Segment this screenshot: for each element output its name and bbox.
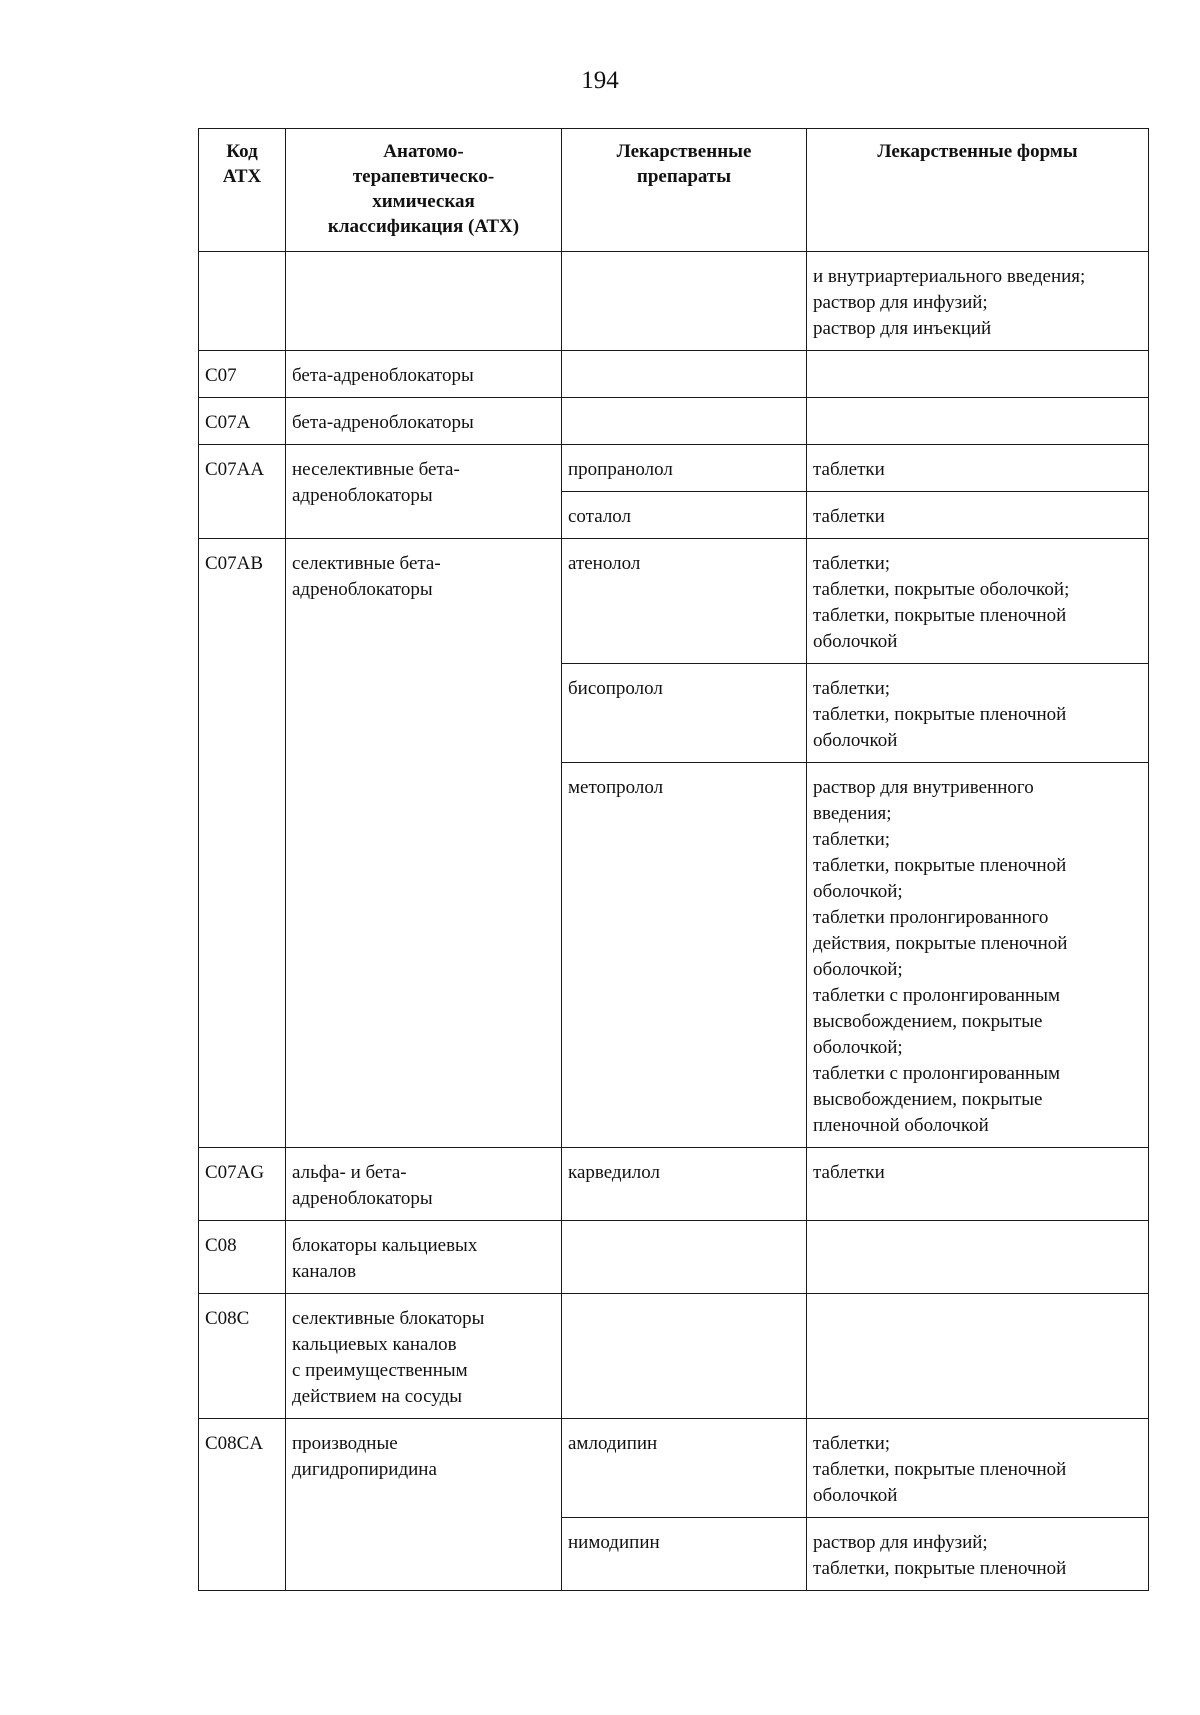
forms-cell bbox=[807, 351, 1149, 398]
drug-cell bbox=[562, 252, 807, 351]
table-row bbox=[199, 1294, 1149, 1419]
drug-cell: пропранолол bbox=[562, 445, 807, 492]
table-row bbox=[199, 398, 1149, 445]
page-number: 194 bbox=[581, 67, 619, 94]
table-header-row bbox=[199, 129, 1149, 252]
forms-cell: таблетки bbox=[807, 445, 1149, 492]
classification-cell: селективные бета- адреноблокаторы bbox=[286, 539, 562, 1148]
forms-cell: таблетки; таблетки, покрытые пленочной оболочкой bbox=[807, 664, 1149, 763]
classification-cell: селективные блокаторы кальциевых каналов с преимущественным действием на сосуды bbox=[286, 1294, 562, 1419]
drug-cell: соталол bbox=[562, 492, 807, 539]
table-row bbox=[199, 1148, 1149, 1221]
classification-cell bbox=[286, 252, 562, 351]
forms-cell: таблетки bbox=[807, 1148, 1149, 1221]
drug-cell: бисопролол bbox=[562, 664, 807, 763]
table-row bbox=[199, 445, 1149, 492]
classification-cell: блокаторы кальциевых каналов bbox=[286, 1221, 562, 1294]
code-cell: C07AA bbox=[199, 445, 286, 539]
header-classification: Анатомо- терапевтическо- химическая классификация (АТХ) bbox=[286, 129, 562, 252]
code-cell: C08C bbox=[199, 1294, 286, 1419]
classification-cell: бета-адреноблокаторы bbox=[286, 351, 562, 398]
classification-cell: бета-адреноблокаторы bbox=[286, 398, 562, 445]
table-row bbox=[199, 1221, 1149, 1294]
code-cell: C07 bbox=[199, 351, 286, 398]
forms-cell bbox=[807, 1294, 1149, 1419]
header-code: Код АТХ bbox=[199, 129, 286, 252]
classification-cell: альфа- и бета- адреноблокаторы bbox=[286, 1148, 562, 1221]
forms-cell bbox=[807, 398, 1149, 445]
forms-cell: раствор для внутривенного введения; таблетки; таблетки, покрытые пленочной оболочкой; таблетки пролонгированного действия, покрытые пленочной оболочкой; таблетки с пролонгированным высвобождением, покрытые оболочкой; таблетки с пролонгированным высвобождением, покрытые пленочной оболочкой bbox=[807, 763, 1149, 1148]
forms-cell: раствор для инфузий; таблетки, покрытые пленочной bbox=[807, 1518, 1149, 1591]
forms-cell: таблетки bbox=[807, 492, 1149, 539]
drug-cell bbox=[562, 1221, 807, 1294]
code-cell bbox=[199, 252, 286, 351]
table-row bbox=[199, 1419, 1149, 1518]
table-row bbox=[199, 351, 1149, 398]
code-cell: C07A bbox=[199, 398, 286, 445]
drug-cell: атенолол bbox=[562, 539, 807, 664]
table-row bbox=[199, 539, 1149, 664]
classification-cell: производные дигидропиридина bbox=[286, 1419, 562, 1591]
drug-cell bbox=[562, 398, 807, 445]
drug-cell: нимодипин bbox=[562, 1518, 807, 1591]
atx-table bbox=[198, 128, 1149, 1591]
drug-cell: карведилол bbox=[562, 1148, 807, 1221]
table-row bbox=[199, 252, 1149, 351]
header-forms: Лекарственные формы bbox=[807, 129, 1149, 252]
code-cell: C07AG bbox=[199, 1148, 286, 1221]
drug-cell bbox=[562, 351, 807, 398]
code-cell: C08 bbox=[199, 1221, 286, 1294]
code-cell: C07AB bbox=[199, 539, 286, 1148]
forms-cell: и внутриартериального введения; раствор для инфузий; раствор для инъекций bbox=[807, 252, 1149, 351]
forms-cell bbox=[807, 1221, 1149, 1294]
code-cell: C08CA bbox=[199, 1419, 286, 1591]
drug-cell bbox=[562, 1294, 807, 1419]
header-drugs: Лекарственные препараты bbox=[562, 129, 807, 252]
forms-cell: таблетки; таблетки, покрытые пленочной оболочкой bbox=[807, 1419, 1149, 1518]
drug-cell: амлодипин bbox=[562, 1419, 807, 1518]
classification-cell: неселективные бета- адреноблокаторы bbox=[286, 445, 562, 539]
forms-cell: таблетки; таблетки, покрытые оболочкой; таблетки, покрытые пленочной оболочкой bbox=[807, 539, 1149, 664]
drug-cell: метопролол bbox=[562, 763, 807, 1148]
